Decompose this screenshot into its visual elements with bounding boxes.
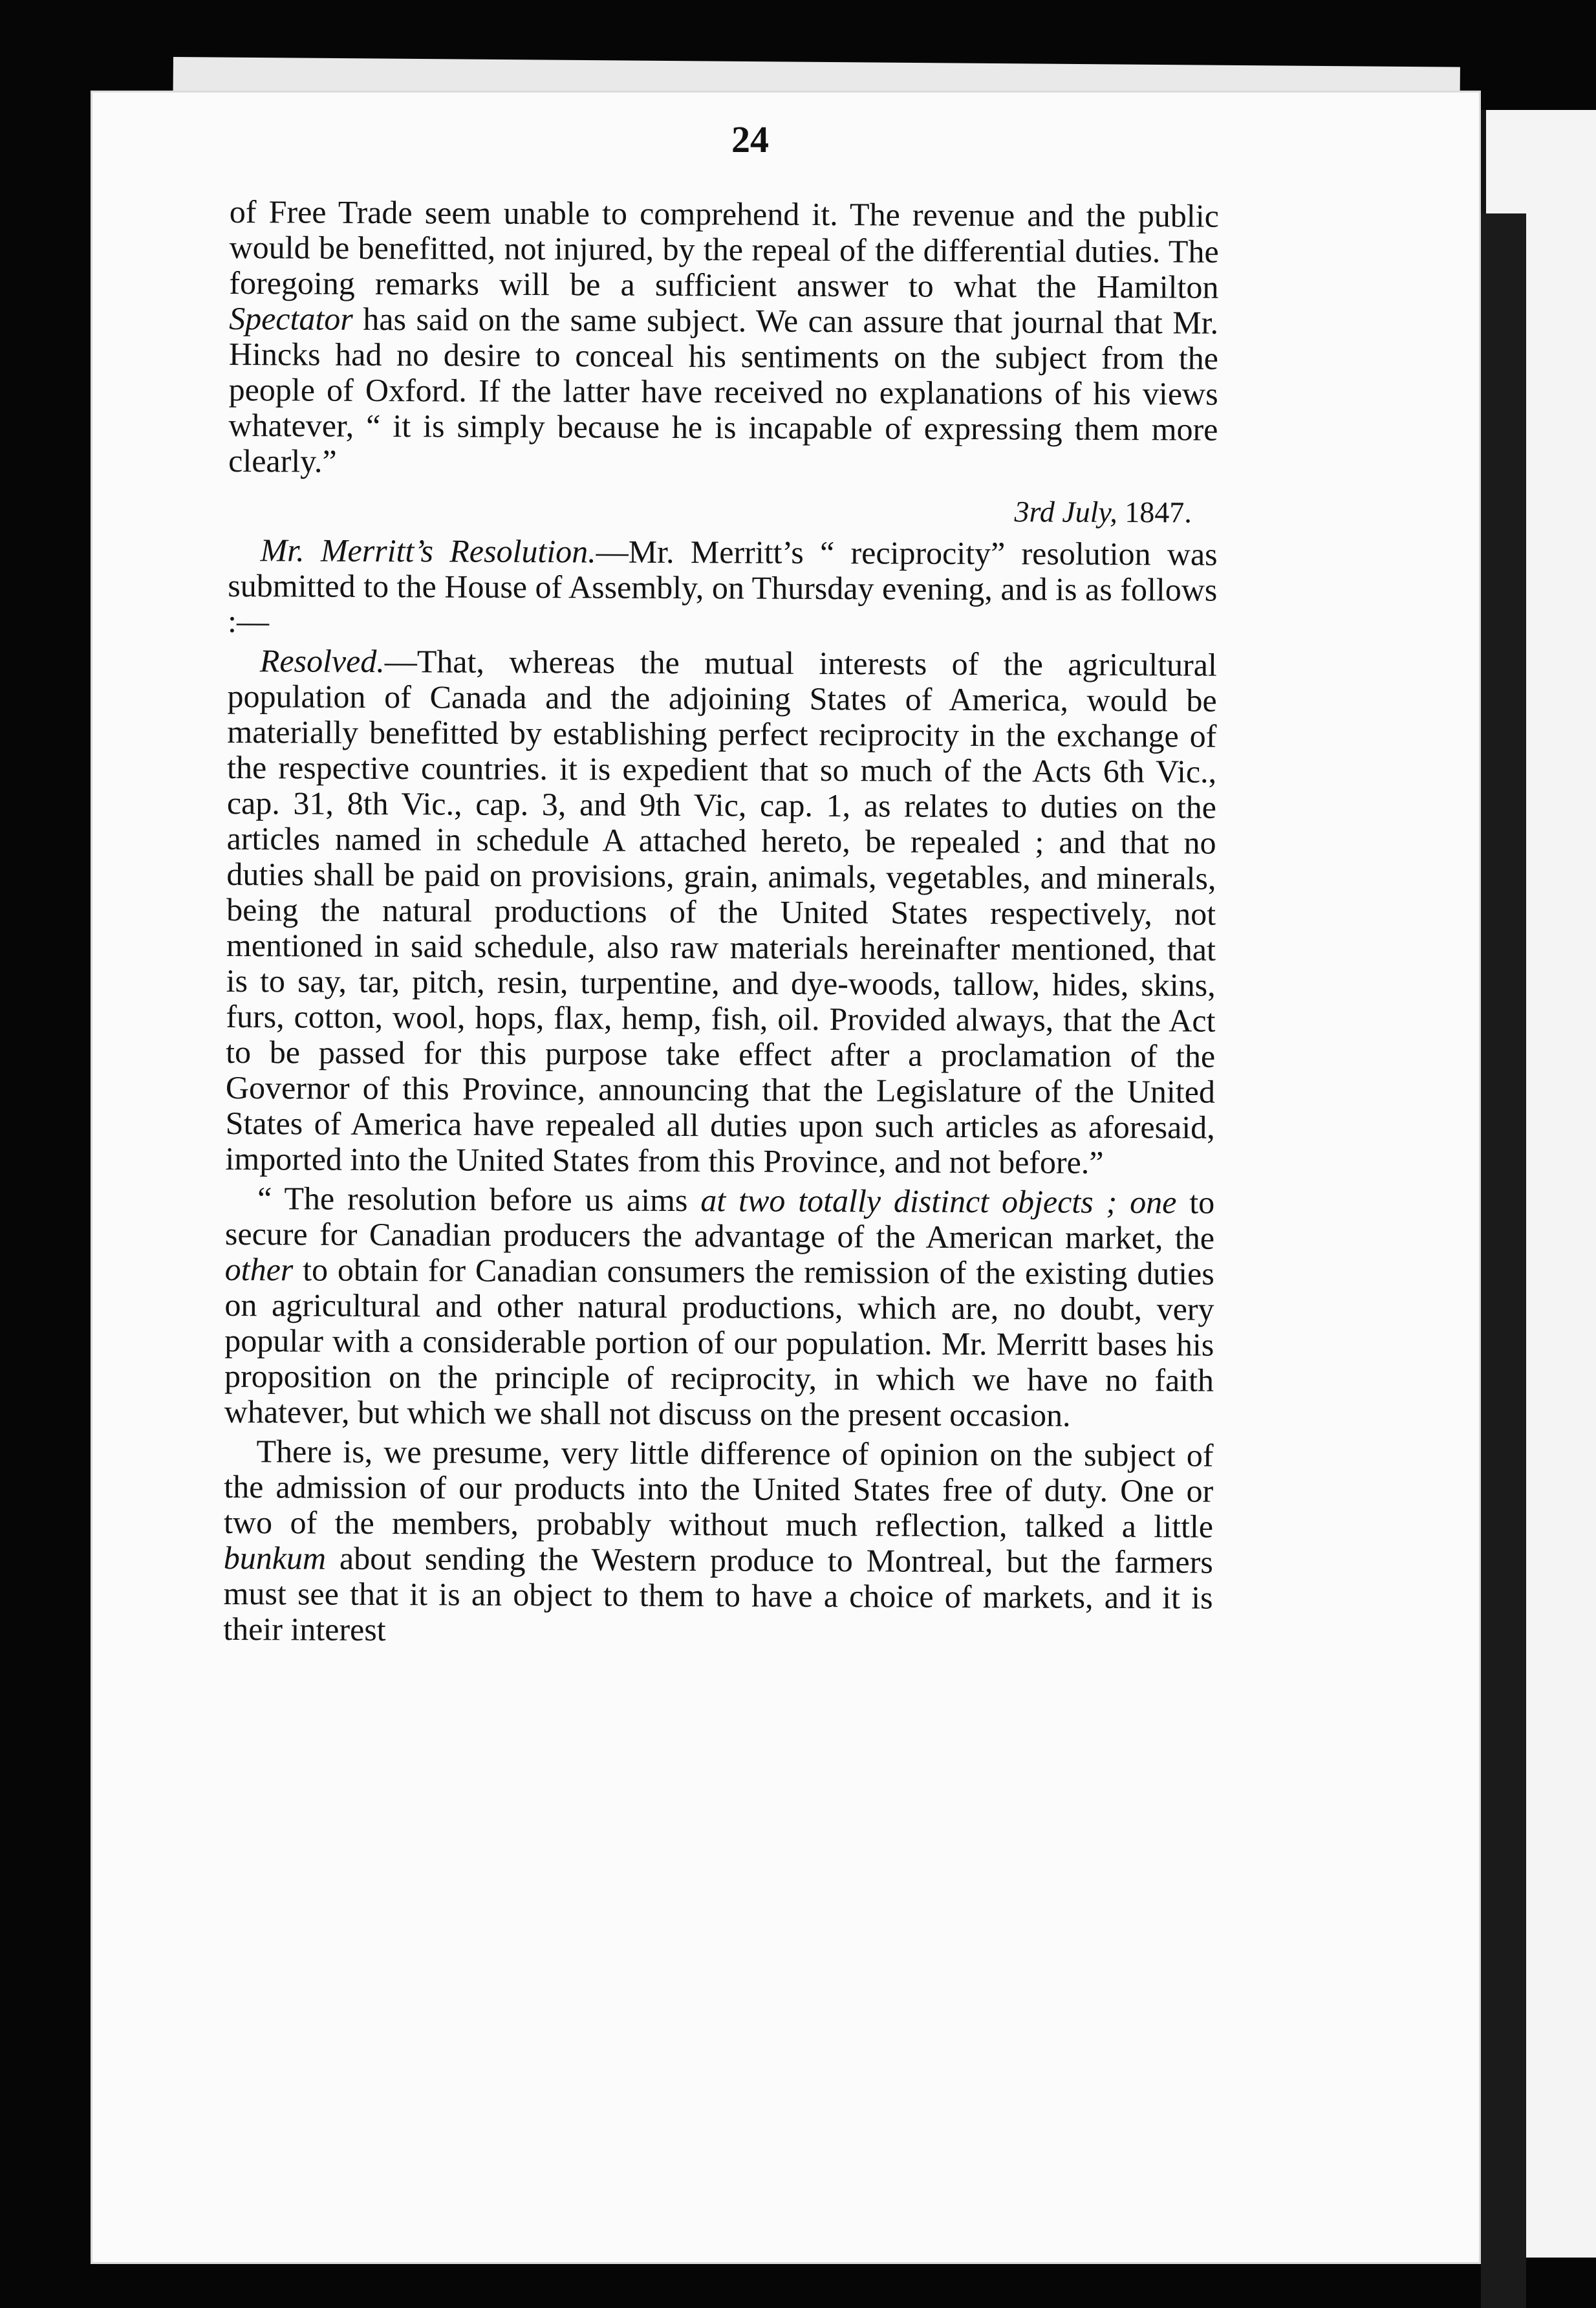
article-body (223, 194, 1219, 1651)
resolved-label: Resolved. (259, 642, 385, 680)
emphasis-text: other (224, 1250, 294, 1288)
paragraph-two-objects (224, 1181, 1215, 1434)
dateline-year: 1847. (1117, 495, 1192, 529)
paragraph-free-of-duty (223, 1433, 1213, 1651)
paragraph-continued (228, 194, 1219, 483)
text-run: has said on the same subject. We can assure that journal that Mr. Hincks had no desire to conceal his sentiments on the subject from the people of Oxford. If the latter have received no explanations of his views whatever, “ it is simply because he is incapable of expressing them more clearly.” (228, 300, 1219, 479)
text-run: of Free Trade seem unable to comprehend it. The revenue and the public would be benefitted, not injured, by the repeal of the differential duties. The foregoing remarks will be a sufficient answer to what the Hamilton (229, 193, 1219, 305)
paragraph-resolved (225, 643, 1217, 1181)
text-run: to obtain for Canadian consumers the remission of the existing duties on agricultural and other natural productions, which are, no doubt, very popular with a considerable portion of our population. Mr. Merritt bases his proposition on the principle of reciprocity, in which we have no faith whatever, but which we shall not discuss on the present occasion. (224, 1251, 1214, 1433)
text-run: —That, whereas the mutual interests of the agricultural population of Canada and the adjoining States of America, would be materially benefitted by establishing perfect reciprocity in the exchange of the respective countries. it is expedient that so much of the Acts 6th Vic., cap. 31, 8th Vic., cap. 3, and 9th Vic, cap. 1, as relates to duties on the articles named in schedule A attached hereto, be repealed ; and that no duties shall be paid on provisions, grain, animals, vegetables, and minerals, being the natural productions of the United States respectively, not mentioned in said schedule, also raw materials hereinafter mentioned, that is to say, tar, pitch, resin, turpentine, and dye-woods, tallow, hides, skins, furs, cotton, wool, hops, flax, hemp, fish, oil. Provided always, that the Act to be passed for this purpose take effect after a proclamation of the Governor of this Province, announcing that the Legislature of the United States of America have repealed all duties upon such articles as aforesaid, imported into the United States from this Province, and not before.” (225, 643, 1217, 1181)
emphasis-text: one (1130, 1184, 1177, 1221)
publication-name: Spectator (229, 299, 353, 337)
dateline (228, 490, 1218, 530)
paragraph-resolution-heading (228, 532, 1218, 644)
text-run: “ The resolution before us aims (257, 1180, 701, 1219)
dateline-day: 3rd July, (1014, 495, 1117, 528)
emphasis-text: at two totally distinct objects ; (700, 1182, 1117, 1221)
page-number: 24 (731, 118, 769, 160)
text-run: There is, we presume, very little difference of opinion on the subject of the admission of our products into the United States free of duty. One or two of the members, probably without much reflection, talked a little (223, 1433, 1214, 1545)
emphasis-text: bunkum (223, 1539, 327, 1576)
section-heading: Mr. Merritt’s Resolution. (260, 532, 596, 570)
text-run: about sending the Western produce to Montreal, but the farmers must see that it is an object to them to have a choice of markets, and it is their interest (223, 1540, 1213, 1648)
text-run: to secure for Canadian producers the advantage of the American market, the (224, 1184, 1215, 1256)
text-run: —Mr. Merritt’s “ reciprocity” resolution was submitted to the House of Assembly, on Thursday evening, and is as follows :— (227, 533, 1218, 640)
binding-shadow (1481, 213, 1526, 2308)
